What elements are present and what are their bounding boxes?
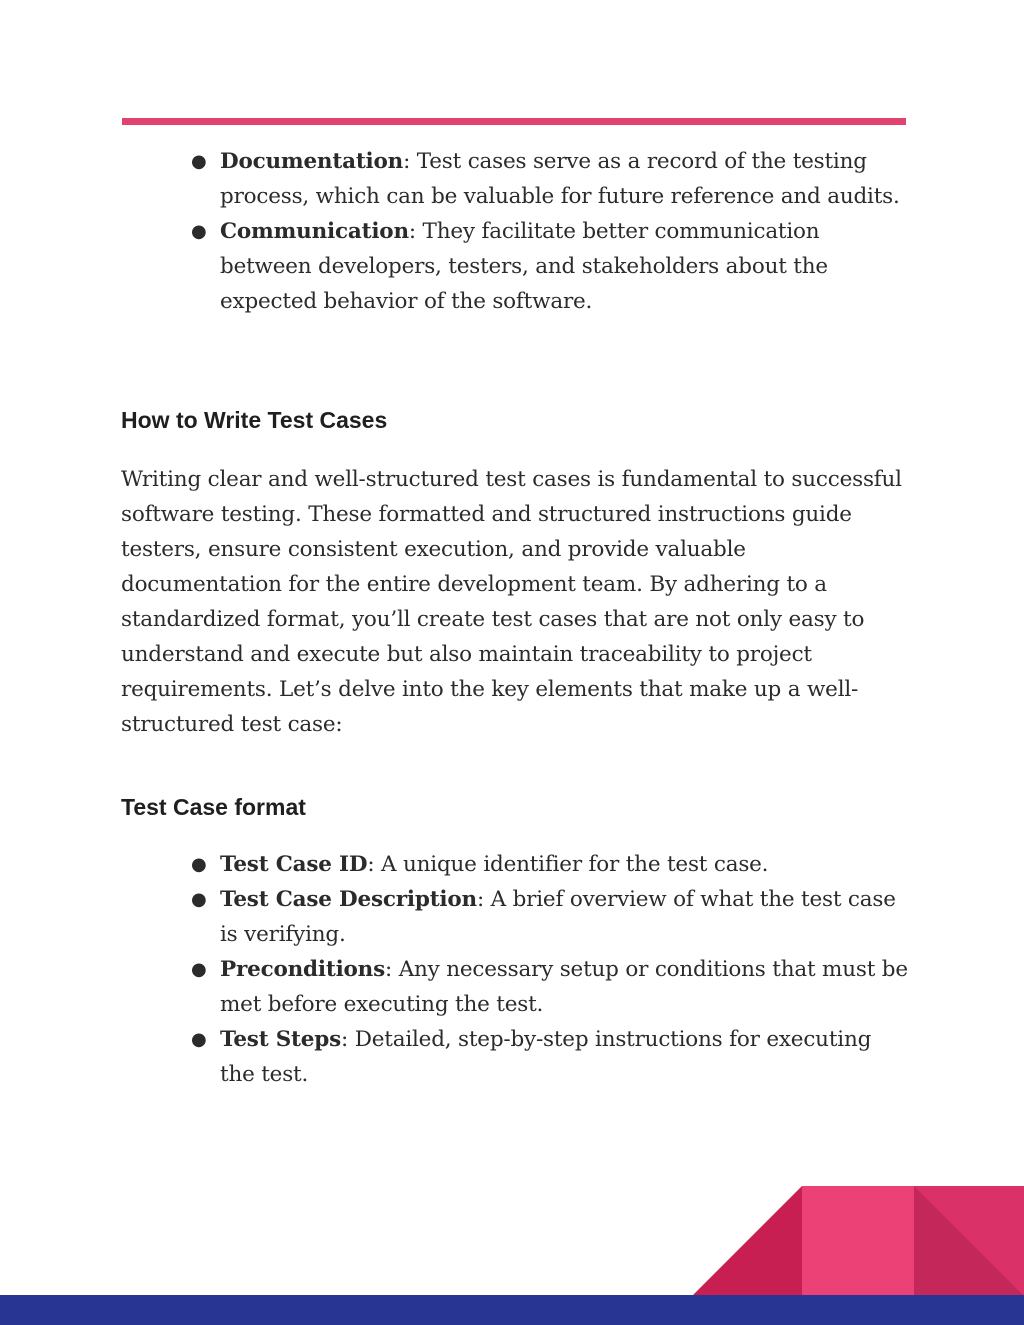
item-term: Communication	[220, 219, 409, 244]
bullet-icon: ●	[191, 959, 207, 980]
item-text: : A brief overview of what the test case is verifying.	[220, 887, 896, 947]
bullet-icon: ●	[191, 1029, 207, 1050]
body-paragraph: Writing clear and well-structured test cases is fundamental to successful software testing. These formatted and structured instructions guide testers, ensure consistent execution, and provide valuable documentation for the entire development team. By adhering to a standardized format, you’ll create test cases that are not only easy to understand and execute but also maintain traceability to project requirements. Let’s delve into the key elements that make up a well-structured test case:	[121, 467, 902, 737]
item-term: Test Case ID	[220, 852, 368, 877]
item-text: : They facilitate better communication between developers, testers, and stakeholders about the expected behavior of the software.	[220, 219, 828, 314]
bullet-icon: ●	[191, 854, 207, 875]
bullet-icon: ●	[191, 151, 207, 172]
footer-bar	[0, 1295, 1024, 1325]
item-term: Test Case Description	[220, 887, 477, 912]
item-text: : Test cases serve as a record of the testing process, which can be valuable for future reference and audits.	[220, 149, 900, 209]
bullet-icon: ●	[191, 221, 207, 242]
corner-triangle-shape	[692, 1186, 802, 1296]
corner-square-shape	[802, 1186, 914, 1296]
item-text: : Any necessary setup or conditions that must be met before executing the test.	[220, 957, 908, 1017]
section-heading-format: Test Case format	[121, 794, 306, 820]
item-text: : Detailed, step-by-step instructions for executing the test.	[220, 1027, 872, 1087]
item-term: Test Steps	[220, 1027, 342, 1052]
section-heading-how-to: How to Write Test Cases	[121, 407, 388, 433]
bullet-icon: ●	[191, 889, 207, 910]
item-term: Preconditions	[220, 957, 386, 982]
item-term: Documentation	[220, 149, 404, 174]
item-text: : A unique identifier for the test case.	[367, 852, 769, 877]
